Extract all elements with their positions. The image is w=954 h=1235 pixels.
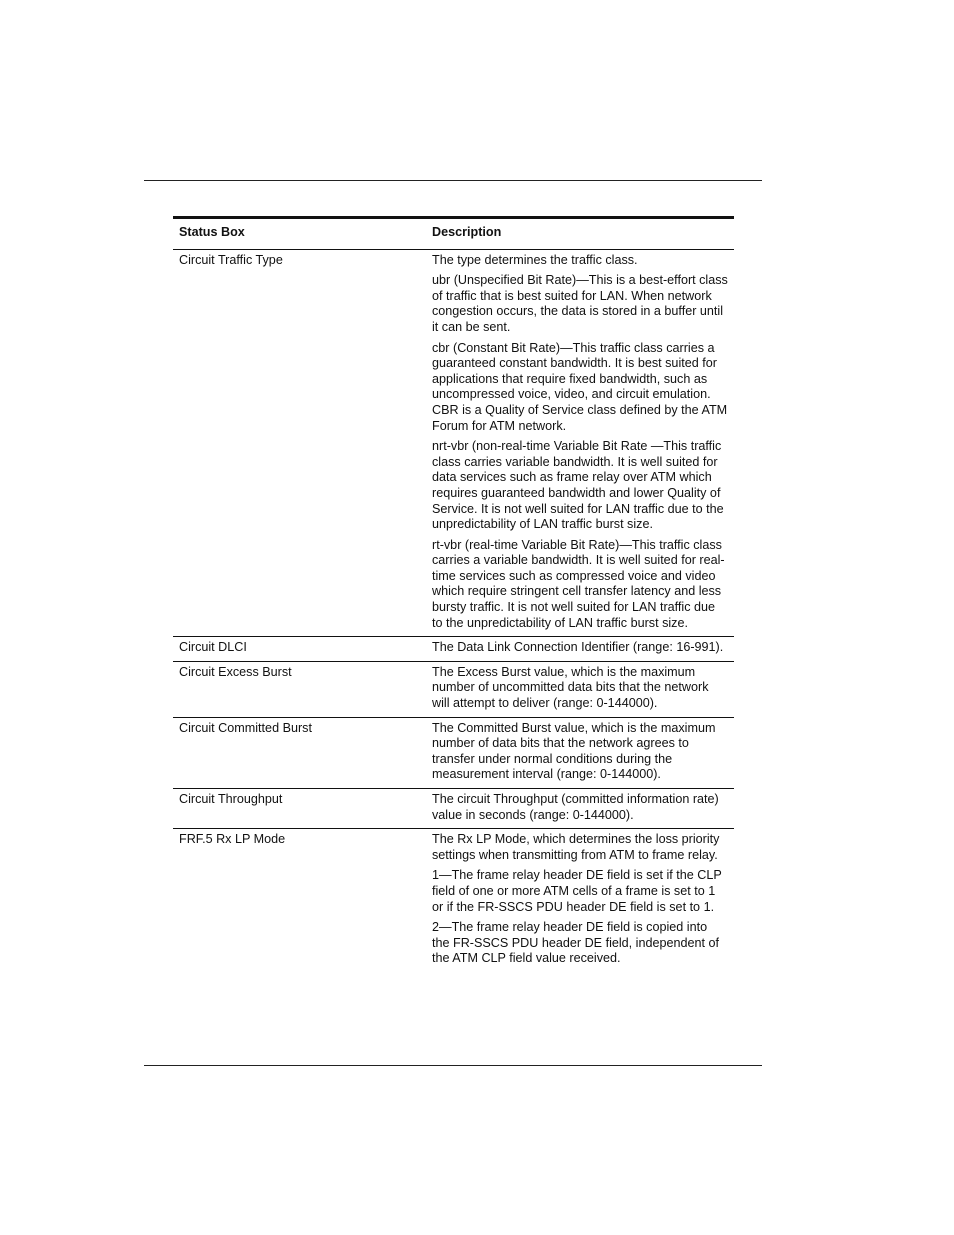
description-cell [426, 637, 734, 662]
column-header-description: Description [426, 218, 734, 250]
description-paragraph: ubr (Unspecified Bit Rate)—This is a best-effort class of traffic that is best suited for LAN. When network congestion occurs, the data is stored in a buffer until it can be sent. [432, 273, 728, 334]
description-paragraph: rt-vbr (real-time Variable Bit Rate)—This traffic class carries a variable bandwidth. It is well suited for real-time services such as compressed voice and video which require stringent cell transfer latency and less bursty traffic. It is not well suited for LAN traffic due to the unpredictability of LAN traffic burst size. [432, 537, 725, 630]
footer-rule [144, 1065, 762, 1066]
status-box-name: Circuit Throughput [173, 789, 426, 829]
description-paragraph: The Rx LP Mode, which determines the loss priority settings when transmitting from ATM to frame relay. [432, 832, 720, 862]
description-paragraph: The Data Link Connection Identifier (range: 16-991). [432, 640, 724, 655]
table-row [173, 829, 734, 972]
column-header-status-box: Status Box [173, 218, 426, 250]
status-box-table [173, 216, 734, 972]
table-row [173, 249, 734, 637]
table-header-row [173, 218, 734, 250]
description-cell [426, 717, 734, 788]
status-box-name: FRF.5 Rx LP Mode [179, 832, 286, 847]
status-box-name: Circuit Committed Burst [173, 717, 426, 788]
description-paragraph: The type determines the traffic class. [432, 252, 638, 267]
description-paragraph: nrt-vbr (non-real-time Variable Bit Rate —This traffic class carries variable bandwidth. It is well suited for data services such as frame relay over ATM which requires guaranteed bandwidth and lower Quality of Service. It is not well suited for LAN traffic due to the unpredictability of LAN traffic burst size. [432, 439, 724, 532]
description-cell [426, 661, 734, 717]
description-cell [426, 829, 734, 972]
description-paragraph: 2—The frame relay header DE field is copied into the FR-SSCS PDU header DE field, independent of the ATM CLP field value received. [432, 920, 720, 966]
description-paragraph: cbr (Constant Bit Rate)—This traffic class carries a guaranteed constant bandwidth. It is best suited for applications that require fixed bandwidth, such as uncompressed voice, video, and circuit emulation. CBR is a Quality of Service class defined by the ATM Forum for ATM network. [432, 340, 728, 433]
table-row [173, 637, 734, 662]
description-paragraph: The Committed Burst value, which is the maximum number of data bits that the network agrees to transfer under normal conditions during the measurement interval (range: 0-144000). [432, 720, 716, 782]
description-cell [426, 789, 734, 829]
table-row [173, 789, 734, 829]
description-paragraph: The Excess Burst value, which is the maximum number of uncommitted data bits that the network will attempt to deliver (range: 0-144000). [432, 664, 709, 711]
header-rule [144, 180, 762, 181]
description-paragraph: The circuit Throughput (committed information rate) value in seconds (range: 0-144000). [432, 792, 719, 822]
status-box-name: Circuit Traffic Type [173, 249, 426, 637]
status-box-name: Circuit DLCI [173, 637, 426, 662]
table-row [173, 661, 734, 717]
description-cell [426, 249, 734, 637]
table-row [173, 717, 734, 788]
description-paragraph: 1—The frame relay header DE field is set if the CLP field of one or more ATM cells of a frame is set to 1 or if the FR-SSCS PDU header DE field is set to 1. [432, 868, 722, 914]
status-box-name: Circuit Excess Burst [173, 661, 426, 717]
